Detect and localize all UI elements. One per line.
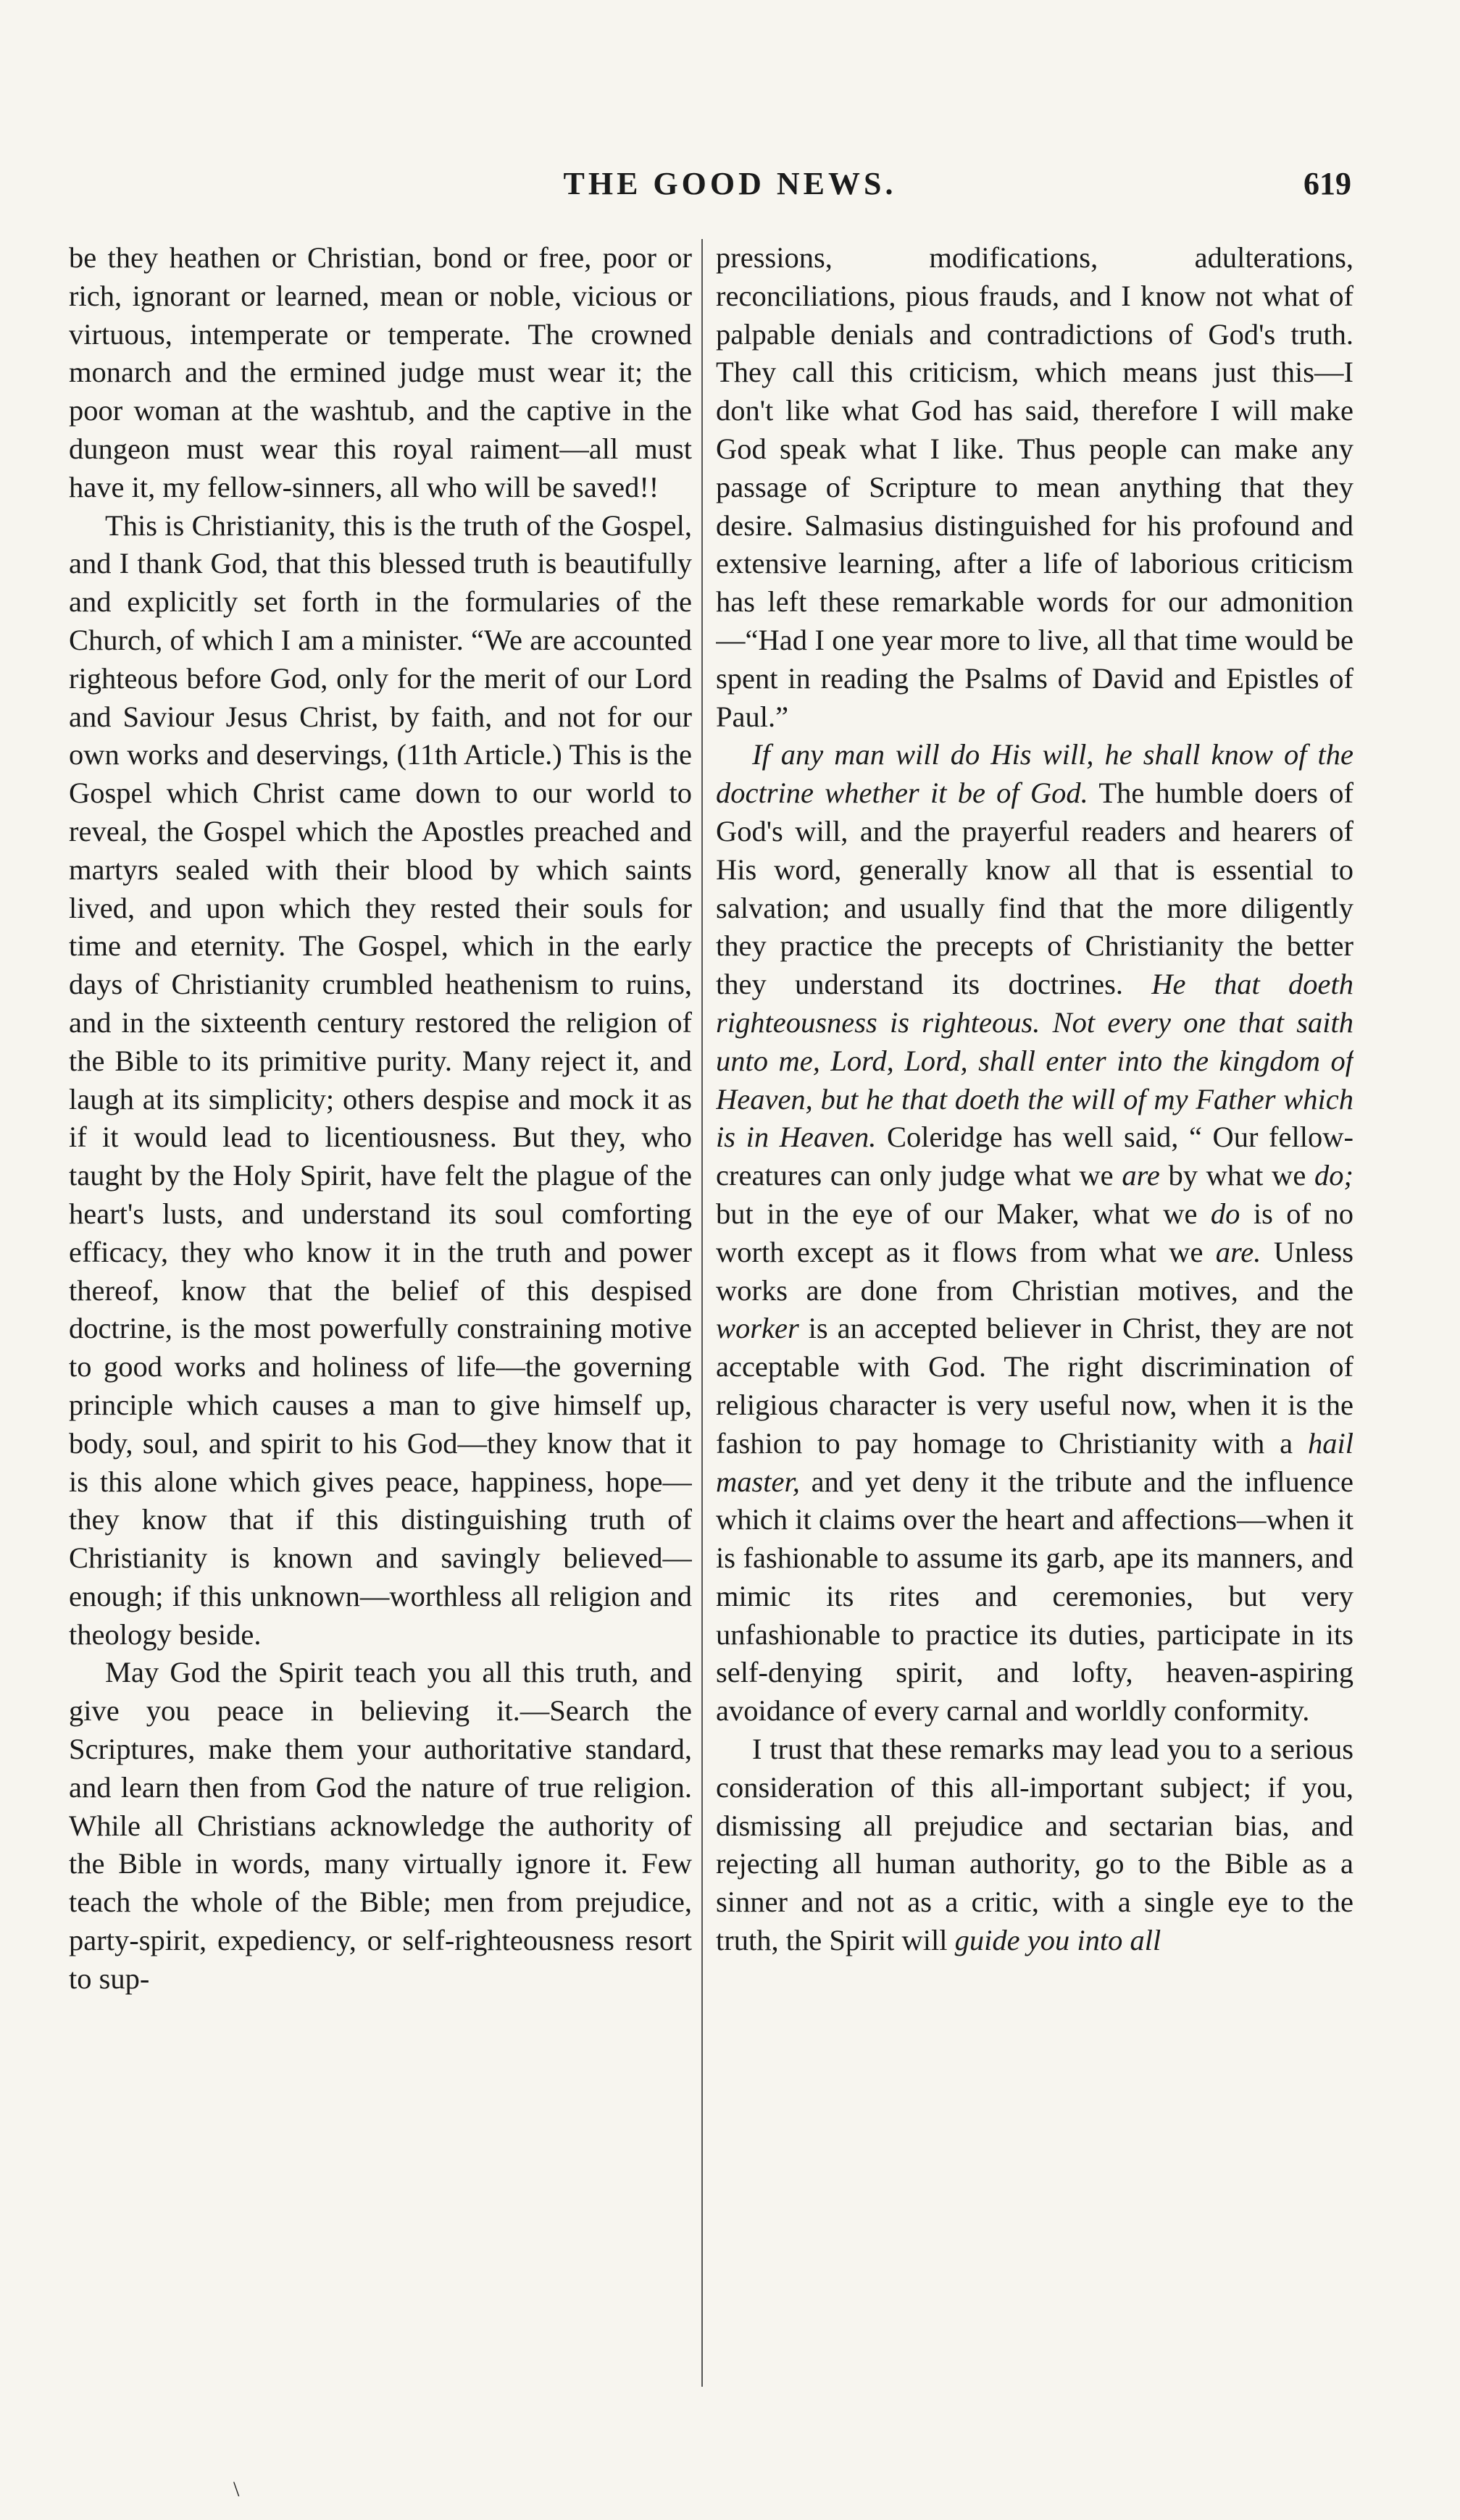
emphasis-word: worker <box>716 1312 799 1345</box>
right-paragraph-2 <box>716 736 1353 1730</box>
emphasis-word: are <box>1122 1159 1160 1192</box>
text-run: The humble doers of God's will, and the prayerful readers and hearers of His word, generally know all that is essential to salvation; and usually find that the more diligently they practice the precepts of Christianity the better they understand its doctrines. <box>716 776 1353 1001</box>
emphasis-word: are. <box>1215 1235 1261 1268</box>
left-paragraph-1: be they heathen or Christian, bond or free, poor or rich, ignorant or learned, mean or noble, vicious or virtuous, intemperate or temperate. The crowned monarch and the ermined judge must wear it; the poor woman at the washtub, and the captive in the dungeon must wear this royal raiment—all must have it, my fellow-sinners, all who will be saved!! <box>69 241 692 503</box>
right-column <box>716 239 1353 2462</box>
text-run: is an accepted believer in Christ, they are not acceptable with God. The right discrimination of religious character is very useful now, when it is the fashion to pay homage to Christianity with a <box>716 1312 1353 1460</box>
text-run: and yet deny it the tribute and the influence which it claims over the heart and affections—when it is fashionable to assume its garb, ape its manners, and mimic its rites and ceremonies, but very unfashionable to practice its duties, participate in its self-denying spirit, and lofty, heaven-aspiring avoidance of every carnal and worldly conformity. <box>716 1465 1353 1728</box>
emphasis-word: do <box>1210 1197 1240 1230</box>
emphasis-phrase: hail master, <box>716 1426 1353 1498</box>
column-divider <box>701 239 703 2387</box>
left-paragraph-2: This is Christianity, this is the truth of the Gospel, and I thank God, that this blessed truth is beautifully and explicitly set forth in the formularies of the Church, of which I am a minister. “We are accounted righteous before God, only for the merit of our Lord and Saviour Jesus Christ, by faith, and not for our own works and deservings, (11th Article.) This is the Gospel which Christ came down to our world to reveal, the Gospel which the Apostles preached and martyrs sealed with their blood by which saints lived, and upon which they rested their souls for time and eternity. The Gospel, which in the early days of Christianity crumbled heathenism to ruins, and in the sixteenth century restored the religion of the Bible to its primitive purity. Many reject it, and laugh at its simplicity; others despise and mock it as if it would lead to licentiousness. But they, who taught by the Holy Spirit, have felt the plague of the heart's lusts, and understand its soul comforting efficacy, they who know it in the truth and power thereof, know that the belief of this despised doctrine, is the most powerfully constraining motive to good works and holiness of life—the governing principle which causes a man to give himself up, body, soul, and spirit to his God—they know that it is this alone which gives peace, happiness, hope—they know that if this distinguishing truth of Christianity is known and savingly believed—enough; if this unknown—worthless all religion and theology beside. <box>69 508 692 1651</box>
page-number: 619 <box>1303 166 1351 201</box>
emphasis-word: do; <box>1314 1159 1353 1192</box>
bottom-mark: \ <box>233 2477 240 2501</box>
text-run: is of no worth except as it flows from what we <box>716 1197 1353 1268</box>
scripture-quote-1: If any man will do His will, he shall know of the doctrine whether it be of God. <box>716 738 1353 810</box>
page-header <box>0 165 1460 216</box>
left-paragraph-3: May God the Spirit teach you all this truth, and give you peace in believing it.—Search the Scriptures, make them your authoritative standard, and learn then from God the nature of true religion. While all Christians acknowledge the authority of the Bible in words, many virtually ignore it. Few teach the whole of the Bible; men from prejudice, party-spirit, expediency, or self-righteousness resort to sup- <box>69 1656 692 1995</box>
right-paragraph-3 <box>716 1730 1353 1960</box>
text-run: Coleridge has well said, “ Our fellow-creatures can only judge what we <box>716 1121 1353 1192</box>
right-paragraph-1: pressions, modifications, adulterations, reconciliations, pious frauds, and I know not what of palpable denials and contradictions of God's truth. They call this criticism, which means just this—I don't like what God has said, therefore I will make God speak what I like. Thus people can make any passage of Scripture to mean anything that they desire. Salmasius distinguished for his profound and extensive learning, after a life of laborious criticism has left these remarkable words for our admonition —“Had I one year more to live, all that time would be spent in reading the Psalms of David and Epistles of Paul.” <box>716 241 1353 733</box>
text-run: by what we <box>1159 1159 1314 1192</box>
left-column <box>69 239 692 2462</box>
text-run: I trust that these remarks may lead you to a serious consideration of this all-important subject; if you, dismissing all prejudice and sectarian bias, and rejecting all human authority, go to the Bible as a sinner and not as a critic, with a single eye to the truth, the Spirit will <box>716 1733 1353 1957</box>
text-run: but in the eye of our Maker, what we <box>716 1197 1211 1230</box>
scripture-phrase: guide you into all <box>954 1924 1161 1957</box>
text-run: Unless works are done from Christian motives, and the <box>716 1235 1353 1307</box>
scripture-quote-2: He that doeth righteousness is righteous. Not every one that saith unto me, Lord, Lord, shall enter into the kingdom of Heaven, but he that doeth the will of my Father which is in Heaven. <box>716 968 1353 1154</box>
running-title: THE GOOD NEWS. <box>563 166 897 201</box>
